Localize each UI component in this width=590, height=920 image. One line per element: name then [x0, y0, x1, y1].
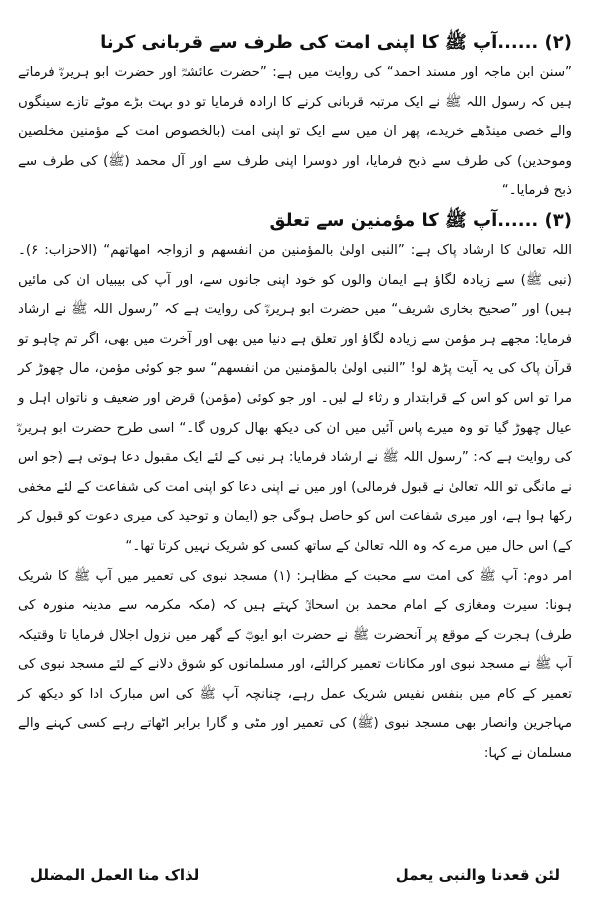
- page-body: [18, 28, 572, 769]
- poetry-couplet: [30, 866, 560, 884]
- paragraph-sacrifice-hadith: ”سنن ابن ماجہ اور مسند احمد“ کی روایت میں ہے: ”حضرت عائشہؓ اور حضرت ابو ہریرہؓ فرماتے ہیں کہ رسول اللہ ﷺ نے ایک مرتبہ قربانی کرنے کا ارادہ فرمایا تو دو بہت بڑے موٹے تازے سینگوں والے خصی مینڈھے خریدے، پھر ان میں سے ایک تو اپنی امت (بالخصوص امت کے مؤمنین مخلصین وموحدین) کی طرف سے ذبح فرمایا، اور دوسرا اپنی طرف سے اور آل محمد (ﷺ) کی طرف سے ذبح فرمایا۔“: [18, 65, 572, 199]
- section-heading-2: (۲) ......آپ ﷺ کا اپنی امت کی طرف سے قربانی کرنا: [100, 32, 572, 53]
- poetry-second-hemistich: لذاک منا العمل المضلل: [30, 866, 200, 884]
- poetry-first-hemistich: لئن قعدنا والنبی یعمل: [395, 866, 560, 884]
- paragraph-masjid-construction: امر دوم: آپ ﷺ کی امت سے محبت کے مظاہر: (۱) مسجد نبوی کی تعمیر میں آپ ﷺ کا شریک ہونا: سیرت ومغازی کے امام محمد بن اسحاقؒ کہتے ہیں کہ (مکہ مکرمہ سے مدینہ منورہ کی طرف) ہجرت کے موقع پر آنحضرت ﷺ نے حضرت ابو ایوبؓ کے گھر میں نزول اجلال فرمایا تا وقتیکہ آپ ﷺ نے مسجد نبوی اور مکانات تعمیر کرالئے، اور مسلمانوں کو شوق دلانے کے لئے مسجد نبوی کی تعمیر کے کام میں بنفس نفیس شریک عمل رہے، چنانچہ آپ ﷺ کی اس مبارک ادا کو دیکھ کر مہاجرین وانصار بھی مسجد نبوی (ﷺ) کی تعمیر اور مٹی و گارا برابر اٹھاتے رہے کسی کہنے والے مسلمان نے کہا:: [18, 568, 572, 762]
- section-heading-3: (۳) ......آپ ﷺ کا مؤمنین سے تعلق: [269, 209, 572, 231]
- paragraph-relation-believers: اللہ تعالیٰ کا ارشاد پاک ہے: ”النبی اولیٰ بالمؤمنین من انفسھم و ازواجہ امھاتھم“ (الاحزاب: ۶)۔ (نبی ﷺ) سے زیادہ لگاؤ ہے ایمان والوں کو خود اپنی جانوں سے، اور آپ کی بیبیاں ان کی مائیں ہیں) اور ”صحیح بخاری شریف“ میں حضرت ابو ہریرہؓ کی روایت ہے کہ ”رسول اللہ ﷺ نے ارشاد فرمایا: مجھے ہر مؤمن سے زیادہ لگاؤ اور تعلق ہے دنیا میں بھی اور آخرت میں بھی، اگر تم چاہو تو قرآن پاک کی یہ آیت پڑھ لو! ”النبی اولیٰ بالمؤمنین من انفسھم“ سو جو کوئی مؤمن، مال چھوڑ کر مرا تو اس کو اس کے قرابتدار و رثاء لے لیں۔ اور جو کوئی (مؤمن) قرض اور ضعیف و ناتواں اہل و عیال چھوڑ گیا تو وہ میرے پاس آئیں میں ان کی دیکھ بھال کروں گا۔“ اسی طرح حضرت ابو ہریرہؓ کی روایت ہے کہ: ”رسول اللہ ﷺ نے ارشاد فرمایا: ہر نبی کے لئے ایک مقبول دعا ہوتی ہے (جو اس نے مانگی تو اللہ تعالیٰ نے قبول فرمالی) اور میں نے اپنی دعا کو اپنی امت کی شفاعت کے لئے مخفی رکھا ہوا ہے، اور میری شفاعت اس کو حاصل ہوگی جو (ایمان و توحید کی میری دعوت کو قبول کر کے) اس حال میں مرے کہ وہ اللہ تعالیٰ کے ساتھ کسی کو شریک نہیں کرتا تھا۔“: [18, 242, 572, 554]
